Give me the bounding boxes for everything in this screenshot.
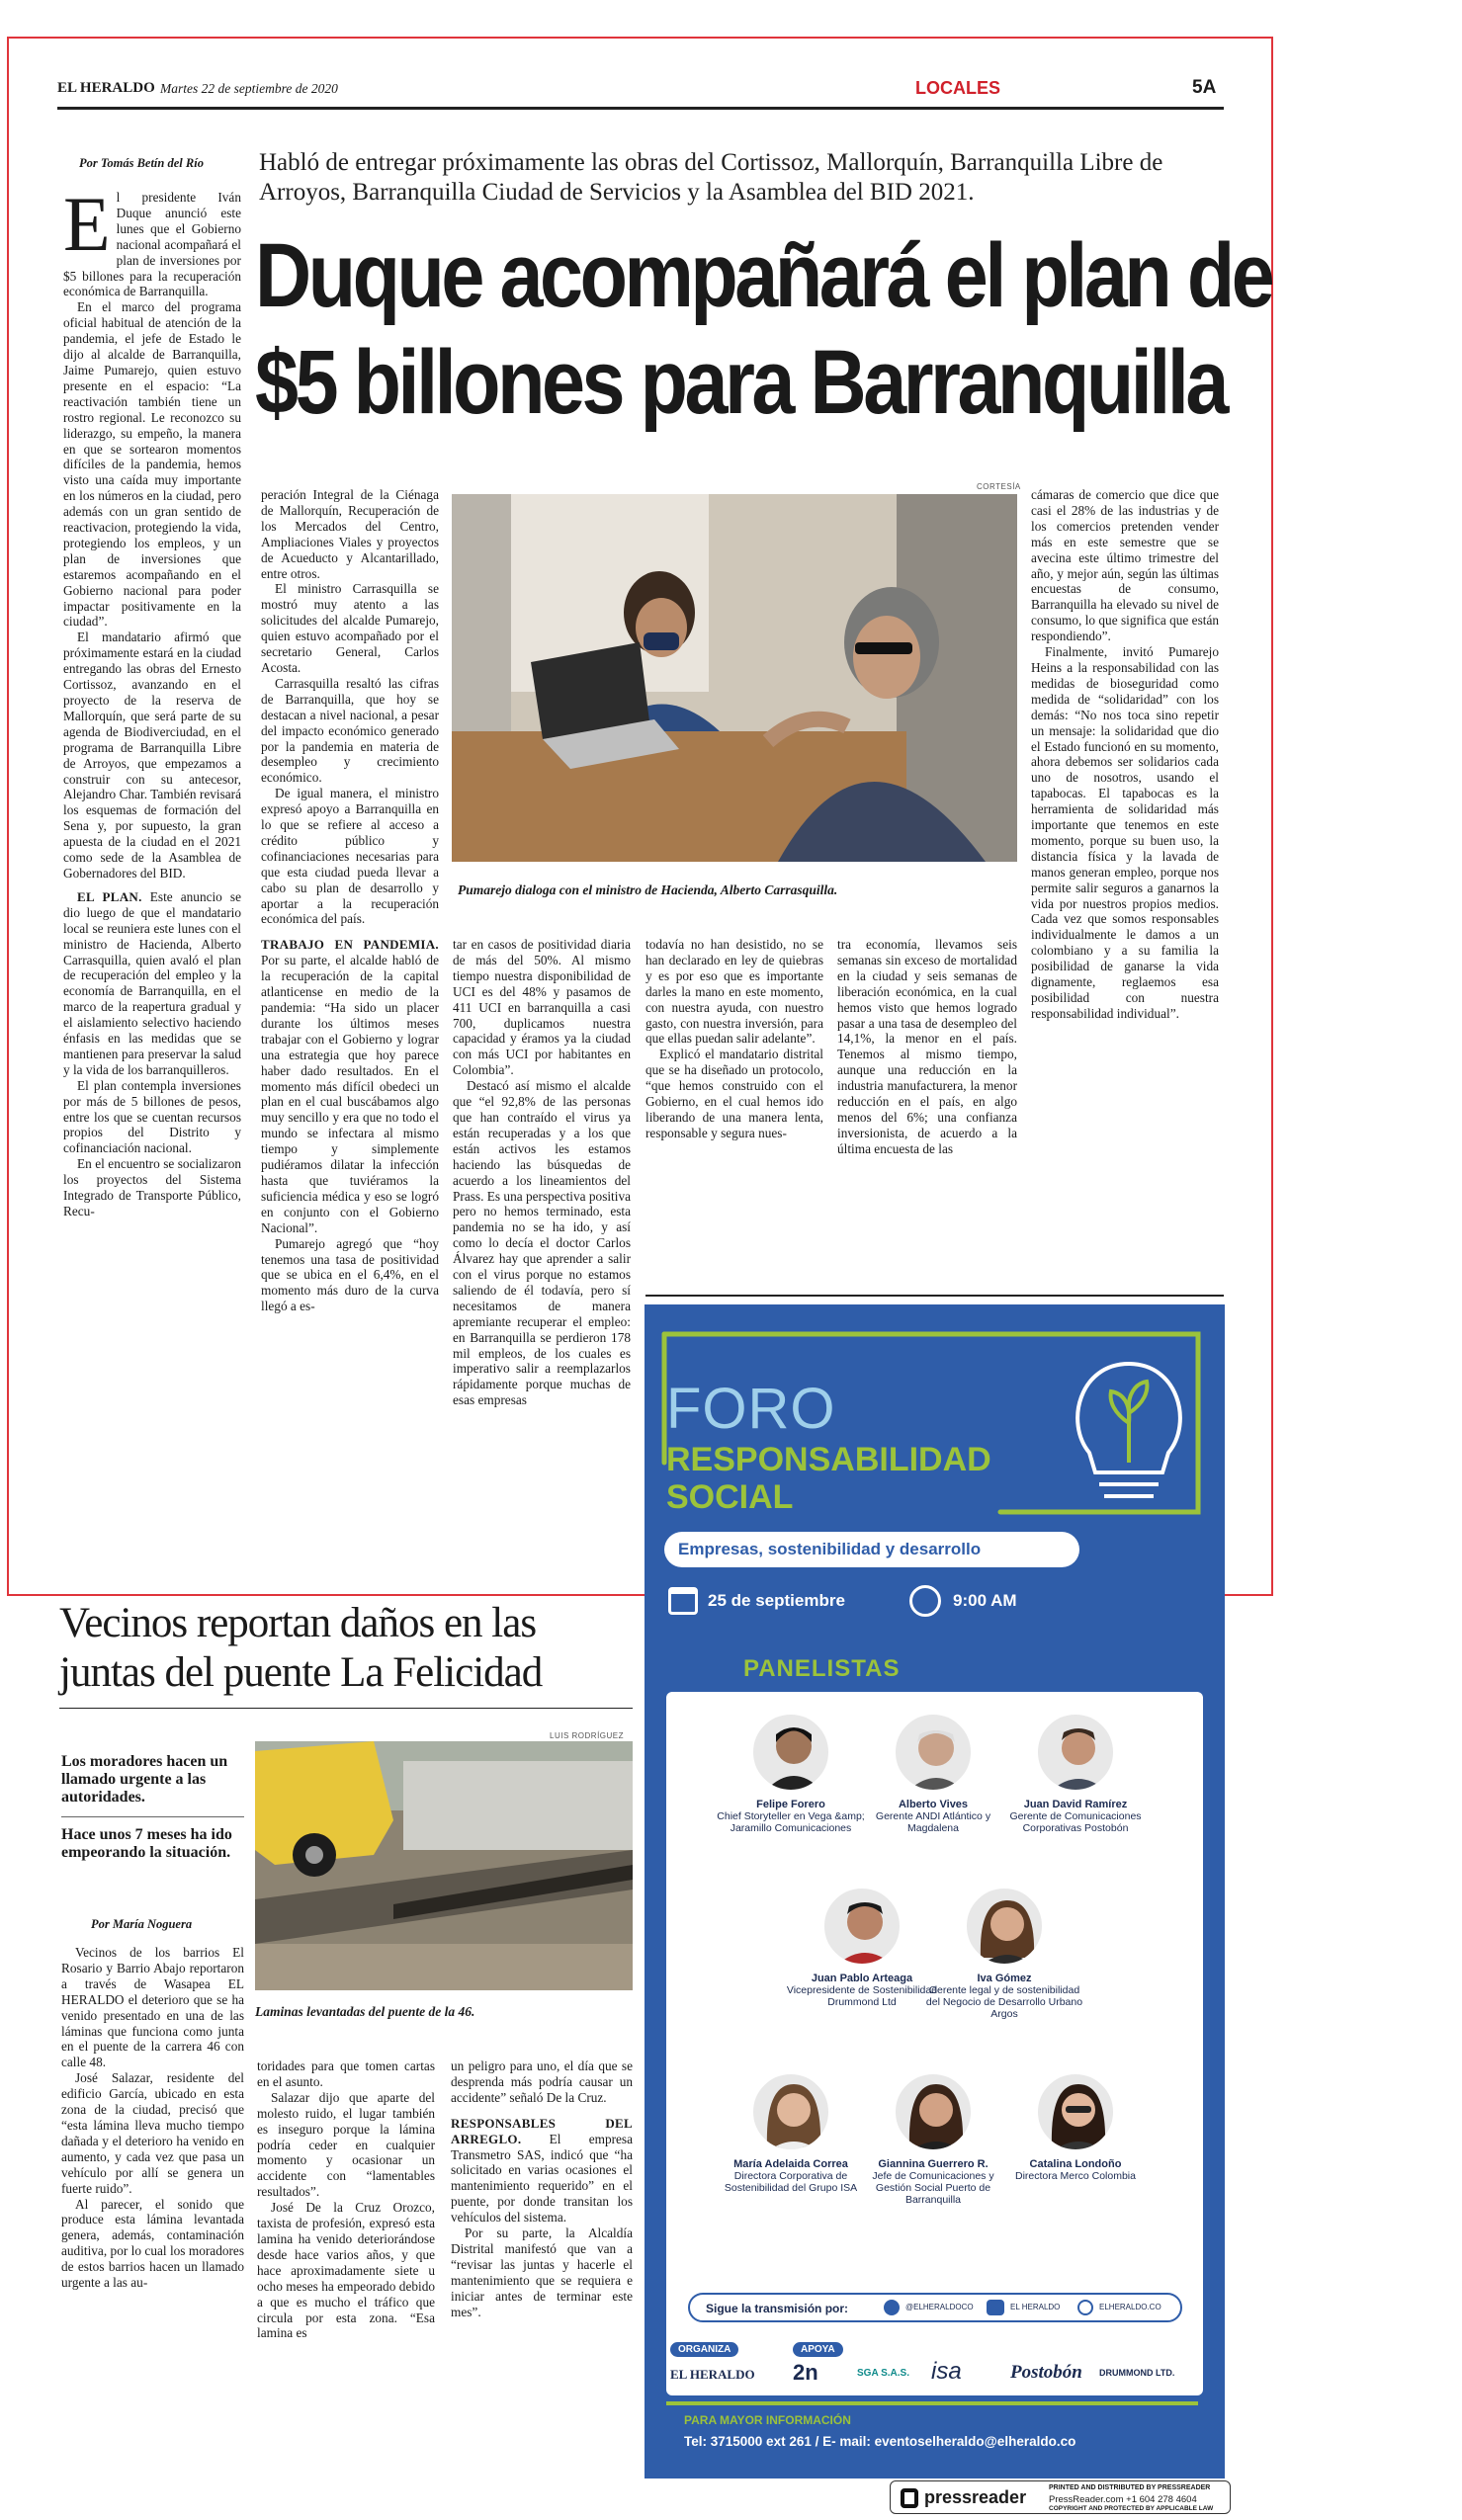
main-col-5	[837, 937, 1017, 1157]
meeting-photo-illustration	[452, 494, 1017, 862]
paragraph: Por su parte, la Alcaldía Distrital manifestó que van a “revisar las juntas y hacerle el mantenimiento que se requiera e iniciar antes de terminar este mes”.	[451, 2226, 633, 2319]
paragraph: Destacó así mismo el alcalde que “el 92,8% de las personas que han contraído el virus ya están recuperadas y a los que están activos les estamos haciendo las búsquedas de acuerdo a los lineamientos del Prass. Es una perspectiva positiva pero no hemos terminado, esta pandemia no se ha ido, y así como lo decía el doctor Carlos Álvarez hay que aprender a salir con el virus porque no estamos saliendo de él todavía, pero sí necesitamos de manera apremiante recuperar el empleo: en Barranquilla se perdieron 178 mil empleos, de los cuales es imperativo salir a reemplazarlos rápidamente porque muchas de esas empresas	[453, 1078, 631, 1408]
panelist-name: Felipe Forero	[756, 1799, 825, 1810]
avatar	[750, 2071, 831, 2152]
sponsor-logo: isa	[931, 2358, 962, 2385]
summary-divider	[61, 1816, 244, 1817]
sponsor-logo: Postobón	[1010, 2362, 1082, 2383]
second-summary-1: Los moradores hacen un llamado urgente a las autoridades.	[61, 1753, 228, 1806]
second-top-rule	[59, 1708, 633, 1709]
panelist-name: Catalina Londoño	[1029, 2158, 1122, 2170]
main-photo	[452, 494, 1017, 862]
main-col-4	[645, 937, 823, 1141]
second-col-3	[451, 2058, 633, 2320]
panelist-role: Directora Corporativa de Sostenibilidad del Grupo ISA	[724, 2170, 858, 2194]
paragraph: Pumarejo agregó que “hoy tenemos una tasa de positividad que se ubica en el 6,4%, en el momento más duro de la curva llegó a es-	[261, 1235, 439, 1314]
info-text: Tel: 3715000 ext 261 / E- mail: eventoselheraldo@elheraldo.co	[684, 2434, 1076, 2449]
panelist-card	[712, 2071, 870, 2194]
main-byline: Por Tomás Betín del Río	[79, 156, 204, 170]
paragraph: José Salazar, residente del edificio García, ubicado en esta zona de la ciudad, precisó que “esta lámina lleva mucho tiempo dañada y el deterioro ha venido en aumento, y cada vez que pasa un vehículo por allí se genera un fuerte ruido”.	[61, 2070, 244, 2196]
paragraph: Finalmente, invitó Pumarejo Heins a la responsabilidad con las medidas de bioseguridad como medida de “solidaridad” con los demás: “No nos toca sino repetir un mensaje: la solidaridad que dio el Estado funcionó en su momento, ahora debemos ser solidarios cada uno de nosotros, usando el tapabocas. El tapabocas es la herramienta de solidaridad más importante que tenemos en este momento, porque su buen uso, la distancia física y la lavada de manos generan empleo, porque nos permite salir seguros a ganarnos la vida por nuestros propios medios. Cada vez que somos responsables individualmente le damos a un colombiano y a su familia la posibilidad de ganarse la vida dignamente, reglaemos esa posibilidad con nuestra responsabilidad individual”.	[1031, 644, 1219, 1021]
main-deck: Habló de entregar próximamente las obras del Cortissoz, Mallorquín, Barranquilla Libre de Arroyos, Barranquilla Ciudad de Servicios y la Asamblea del BID 2021.	[259, 149, 1163, 206]
paragraph: l presidente Iván Duque anunció este lunes que el Gobierno nacional acompañará el plan de inversiones por $5 billones para la recuperación económica de Barranquilla.	[63, 190, 241, 299]
bridge-photo-illustration	[255, 1741, 633, 1990]
main-col-3	[453, 937, 631, 1408]
paragraph: Vecinos de los barrios El Rosario y Barrio Abajo reportaron a través de Wasapea EL HERALDO el deterioro que se ha venido presentado en una de las láminas que funciona como junta en el puente de la carrera 46 con calle 48.	[61, 1945, 244, 2070]
avatar	[964, 1886, 1045, 1967]
panelist-role: Gerente ANDI Atlántico y Magdalena	[875, 1810, 991, 1834]
paragraph: todavía no han desistido, no se han declarado en ley de quiebras y es por eso que es importante darles la mano en este momento, con nuestra ayuda, con nuestro gasto, con nuestra inversión, para que ellas puedan salir adelante”.	[645, 937, 823, 1047]
paragraph: El mandatario afirmó que próximamente estará en la ciudad entregando las obras del Ernesto Cortissoz, avanzando en el proyecto de la reserva de Mallorquín, que será parte de su agenda de Biodiverciudad, en el programa de Barranquilla Libre de Arroyos, que empezamos a construir con su antecesor, Alejandro Char. También revisará los esquemas de formación del Sena y, por supuesto, la gran apuesta de la ciudad en el 2021 como sede de la Asamblea de Gobernadores del BID.	[63, 630, 241, 881]
main-col-1	[63, 181, 241, 1219]
second-headline-line-2: juntas del puente La Felicidad	[59, 1649, 543, 1696]
second-photo-caption: Laminas levantadas del puente de la 46.	[255, 2004, 475, 2019]
paragraph: toridades para que tomen cartas en el asunto.	[257, 2058, 435, 2089]
pressreader-badge[interactable]	[890, 2480, 1231, 2514]
panelist-role: Vicepresidente de Sostenibilidad Drummond Ltd	[786, 1984, 938, 2008]
avatar	[750, 1712, 831, 1793]
subhead-responsables: RESPONSABLES DEL ARREGLO.	[451, 2115, 633, 2146]
main-headline-line-1: Duque acompañará el plan de	[255, 225, 1272, 326]
forum-advertisement	[645, 1304, 1225, 2478]
panelists-title: PANELISTAS	[743, 1655, 901, 1682]
sponsor-logo: DRUMMOND LTD.	[1099, 2368, 1175, 2378]
paragraph: Este anuncio se dio luego de que el mandatario local se reuniera este lunes con el ministro de Hacienda, Alberto Carrasquilla, quien avaló el plan de recuperación del empleo y la economía de Barranquilla, en el marco de la reapertura gradual y el aislamiento selectivo haciendo énfasis en las medidas que se mantienen para preservar la salud y la vida de los barranquilleros.	[63, 888, 241, 1077]
pressreader-line-2: PressReader.com +1 604 278 4604	[1049, 2494, 1197, 2505]
paragraph: En el marco del programa oficial habitual de atención de la pandemia, el jefe de Estado le dijo al alcalde de Barranquilla, Jaime Pumarejo, quien estuvo presente en el espacio: “La reactivación también tiene un rostro regional. Le reconozco su liderazgo, su empeño, la manera en que se sortearon momentos difíciles de la pandemia, hemos visto una caída muy importante en los números en la ciudad, pero además con un gran sentido de reactivacion, protegiendo la vida, protegiendo los empleos, y un plan de inversiones que estaremos acompañando en el Gobierno nacional para poder impactar positivamente en la ciudad”.	[63, 299, 241, 630]
social-icon	[884, 2300, 900, 2315]
pressreader-logo: pressreader	[924, 2487, 1027, 2507]
paragraph: El plan contempla inversiones por más de 5 billones de pesos, entre los que se cuentan recursos propios del Distrito y cofinanciación nacional.	[63, 1077, 241, 1156]
paragraph: De igual manera, el ministro expresó apoyo a Barranquilla en lo que se refiere al acceso a crédito público y cofinanciaciones necesarias para que esta ciudad pueda llevar a cabo su plan de desarrollo y aportar a la recuperación económica del país.	[261, 786, 439, 927]
paragraph: un peligro para uno, el día que se desprenda más podría causar un accidente” señaló De la Cruz.	[451, 2058, 633, 2105]
panelist-name: Iva Gómez	[977, 1973, 1032, 1984]
second-photo	[255, 1741, 633, 1990]
pressreader-line-3: COPYRIGHT AND PROTECTED BY APPLICABLE LAW	[1049, 2505, 1214, 2512]
second-byline: Por María Noguera	[91, 1917, 193, 1931]
panelist-card	[712, 1712, 870, 1834]
panelist-name: Giannina Guerrero R.	[878, 2158, 989, 2170]
second-headline-line-1: Vecinos reportan daños en las	[59, 1600, 537, 1646]
second-headline	[59, 1599, 643, 1698]
pressreader-icon	[901, 2488, 918, 2508]
ad-date: 25 de septiembre	[708, 1591, 845, 1610]
organizer-logo: EL HERALDO	[670, 2367, 755, 2382]
subhead-el-plan: EL PLAN.	[77, 888, 142, 904]
ad-subtitle: Empresas, sostenibilidad y desarrollo	[664, 1532, 1079, 1567]
paragraph: El empresa Transmetro SAS, indicó que “ha solicitado en varias ocasiones el mantenimiento requerido” en el puente, por donde transitan los vehículos del sistema.	[451, 2131, 633, 2226]
panelist-card	[996, 1712, 1155, 1834]
panelist-name: Juan David Ramírez	[1023, 1799, 1128, 1810]
panelist-role: Gerente de Comunicaciones Corporativas Postobón	[1009, 1810, 1142, 1834]
panelist-card	[854, 1712, 1012, 1834]
subhead-trabajo-pandemia: TRABAJO EN PANDEMIA.	[261, 937, 439, 953]
stream-handle-3[interactable]: ELHERALDO.CO	[1099, 2303, 1161, 2311]
paragraph: Por su parte, el alcalde habló de la recuperación de la capital atlanticense en medio de la pandemia: “Ha sido un placer durante los últimos meses trabajar con el Gobierno y lograr una estrategia que hoy parece haber dado resultados. En el momento más difícil obedeci un plan en el cual buscábamos algo muy sencillo y era que no todo el mundo se infectara al mismo tiempo y simplemente pudiéramos dilatar la infección hasta que tuviéramos la suficiencia médica y eso se logró en conjunto con el Gobierno Nacional”.	[261, 953, 439, 1235]
paragraph: peración Integral de la Ciénaga de Mallorquín, Recuperación de los Mercados del Centro, Ampliaciones Viales y proyectos de Acueducto y Alcantarillado, entre otros.	[261, 487, 439, 581]
panelist-role: Directora Merco Colombia	[1015, 2170, 1136, 2182]
avatar	[893, 2071, 974, 2152]
stream-label: Sigue la transmisión por:	[706, 2302, 849, 2315]
stream-handle-1[interactable]: @ELHERALDOCO	[905, 2303, 974, 2311]
second-photo-credit: LUIS RODRÍGUEZ	[550, 1731, 625, 1740]
section-label: LOCALES	[915, 78, 1001, 98]
panelist-role: Chief Storyteller en Vega &amp; Jaramillo Comunicaciones	[717, 1810, 865, 1834]
main-col-6	[1031, 487, 1219, 1022]
main-headline-line-2: $5 billones para Barranquilla	[255, 332, 1226, 433]
paper-date: Martes 22 de septiembre de 2020	[160, 81, 338, 96]
web-icon	[1077, 2300, 1093, 2315]
avatar	[1035, 2071, 1116, 2152]
paragraph: cámaras de comercio que dice que casi el 28% de las industrias y de los comercios pretenden vender más en este semestre que se avecina este último trimestre del año, y mejor aún, según las últimas encuestas de consumo, Barranquilla ha elevado su nivel de consumo, lo que significa que están respondiendo”.	[1031, 487, 1219, 644]
sponsor-logo: 2n	[793, 2360, 818, 2385]
paragraph: Salazar dijo que aparte del molesto ruido, el lugar también es inseguro porque la lámina podría ceder en cualquier momento y ocasionar un accidente con “lamentables resultados”.	[257, 2089, 435, 2200]
panelist-name: María Adelaida Correa	[733, 2158, 848, 2170]
paragraph: José De la Cruz Orozco, taxista de profesión, expresó esta lamina ha venido deteriorándose desde hace varios años, y que hace aproximadamente siete u ocho meses ha empeorado debido a que es mucho el tráfico que circula por esta zona. “Esa lamina es	[257, 2200, 435, 2341]
clock-icon	[909, 1585, 941, 1617]
main-headline	[255, 222, 1272, 436]
sponsor-logo: SGA S.A.S.	[857, 2368, 909, 2379]
ad-title-3: SOCIAL	[666, 1478, 794, 1516]
second-col-1	[61, 1945, 244, 2291]
youtube-icon	[987, 2300, 1004, 2315]
apoya-label: APOYA	[793, 2342, 843, 2357]
stream-bar	[688, 2293, 1182, 2322]
stream-handle-2[interactable]: EL HERALDO	[1010, 2303, 1061, 2311]
pressreader-line-1: PRINTED AND DISTRIBUTED BY PRESSREADER	[1049, 2484, 1211, 2491]
main-photo-credit: CORTESÍA	[977, 482, 1021, 491]
second-summary-2: Hace unos 7 meses ha ido empeorando la situación.	[61, 1826, 232, 1861]
panelist-name: Alberto Vives	[898, 1799, 969, 1810]
organiza-label: ORGANIZA	[670, 2342, 738, 2357]
panelist-card	[925, 1886, 1083, 2020]
panelist-card	[854, 2071, 1012, 2206]
ad-title-1: FORO	[666, 1377, 836, 1441]
paragraph: tar en casos de positividad diaria de más del 50%. Al mismo tiempo nuestra disponibilidad de UCI es del 48% y pasamos de 411 UCI en barranquilla a casi 700, duplicamos nuestra capacidad y éramos ya la ciudad con más UCI por habitantes en Colombia”.	[453, 937, 631, 1078]
page-number: 5A	[1192, 77, 1217, 98]
main-col-2	[261, 487, 439, 1314]
main-photo-caption: Pumarejo dialoga con el ministro de Hacienda, Alberto Carrasquilla.	[458, 882, 838, 897]
panelist-role: Gerente legal y de sostenibilidad del Negocio de Desarrollo Urbano Argos	[925, 1984, 1083, 2020]
lightbulb-icon	[1060, 1344, 1198, 1512]
panelist-card	[996, 2071, 1155, 2182]
panelist-card	[783, 1886, 941, 2008]
paragraph: Explicó el mandatario distrital que se ha diseñado un protocolo, “que hemos construido con el Gobierno, en el cual hemos ido liberando de una manera lenta, responsable y segura nues-	[645, 1047, 823, 1140]
main-dropcap: E	[63, 181, 111, 267]
paper-name: EL HERALDO	[57, 80, 155, 96]
paragraph: En el encuentro se socializaron los proyectos del Sistema Integrado de Transporte Público, Recu-	[63, 1156, 241, 1218]
panelist-name: Juan Pablo Arteaga	[811, 1973, 913, 1984]
ad-title-2: RESPONSABILIDAD	[666, 1441, 991, 1478]
avatar	[821, 1886, 903, 1967]
second-col-2	[257, 2058, 435, 2341]
ad-time: 9:00 AM	[953, 1591, 1017, 1610]
calendar-icon	[668, 1587, 698, 1615]
info-label: PARA MAYOR INFORMACIÓN	[684, 2413, 851, 2427]
paragraph: El ministro Carrasquilla se mostró muy atento a las solicitudes del alcalde Pumarejo, quien estuvo acompañado por el secretario General, Carlos Acosta.	[261, 581, 439, 675]
avatar	[893, 1712, 974, 1793]
panelist-role: Jefe de Comunicaciones y Gestión Social Puerto de Barranquilla	[872, 2170, 994, 2206]
paragraph: tra economía, llevamos seis semanas sin exceso de mortalidad en la ciudad y seis semanas de liberación económica, en la cual hemos visto que hemos logrado pasar a una tasa de desempleo del 14,1%, la menor en el país. Tenemos al mismo tiempo, aunque una reducción en la industria manufacturera, la menor reducción en el país, en algo menos del 6%; una confianza inversionista, de acuerdo a la última encuesta de las	[837, 937, 1017, 1156]
paragraph: Al parecer, el sonido que produce esta lámina levantada genera, además, contaminación auditiva, por lo cual los moradores de estos barrios hacen un llamado urgente a las au-	[61, 2196, 244, 2291]
avatar	[1035, 1712, 1116, 1793]
column-rule	[645, 1295, 1224, 1297]
paragraph: Carrasquilla resaltó las cifras de Barranquilla, que hoy se destacan a nivel nacional, a pesar del impacto económico generado por la pandemia en materia de desempleo y crecimiento económico.	[261, 675, 439, 786]
